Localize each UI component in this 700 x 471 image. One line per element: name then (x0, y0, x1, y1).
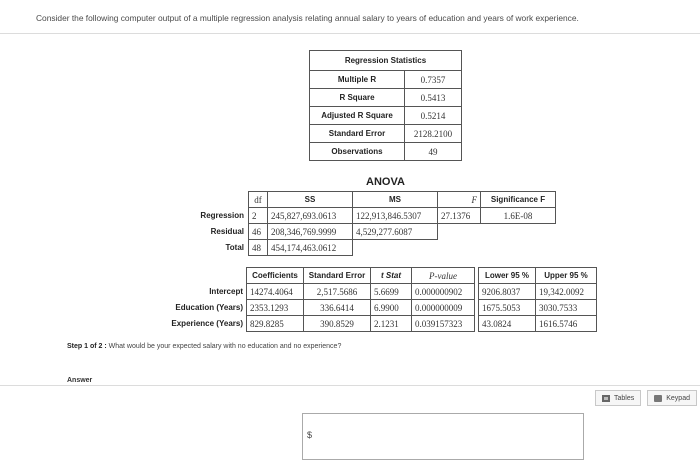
currency-prefix: $ (307, 430, 313, 440)
table-icon (602, 395, 610, 402)
keypad-button-label: Keypad (666, 394, 690, 402)
keypad-icon (654, 395, 662, 402)
table-row: Education (Years) 2353.1293 336.6414 6.9900 0.000000009 1675.5053 3030.7533 (158, 300, 597, 316)
tables-button-label: Tables (614, 394, 635, 402)
table-row: Standard Error 2128.2100 (310, 125, 462, 143)
table-row: Experience (Years) 829.8285 390.8529 2.1231 0.039157323 43.0824 1616.5746 (158, 316, 597, 332)
answer-toolbar (595, 390, 697, 406)
anova-title: ANOVA (366, 176, 405, 188)
keypad-button[interactable] (647, 390, 697, 406)
table-row: Regression 2 245,827,693.0613 122,913,846.5307 27.1376 1.6E-08 (196, 208, 556, 224)
table-row: Multiple R 0.7357 (310, 71, 462, 89)
table-row: Residual 46 208,346,769.9999 4,529,277.6087 (196, 224, 556, 240)
coefficients-table (158, 267, 597, 332)
step-question: What would be your expected salary with no education and no experience? (106, 343, 342, 350)
step-prompt (67, 343, 341, 350)
table-row: df SS MS F Significance F (196, 192, 556, 208)
table-row: Coefficients Standard Error t Stat P-value Lower 95 % Upper 95 % (158, 268, 597, 284)
table-row: R Square 0.5413 (310, 89, 462, 107)
regression-statistics-title: Regression Statistics (310, 51, 462, 71)
table-row: Total 48 454,174,463.0612 (196, 240, 556, 256)
table-row: Observations 49 (310, 143, 462, 161)
divider (0, 33, 700, 34)
anova-table (196, 191, 556, 256)
question-text: Consider the following computer output of a multiple regression analysis relating annual salary to years of education and years of work experience. (36, 13, 579, 23)
table-row: Intercept 14274.4064 2,517.5686 5.6699 0.000000902 9206.8037 19,342.0092 (158, 284, 597, 300)
answer-divider (0, 385, 700, 386)
step-label: Step 1 of 2 : (67, 343, 107, 350)
answer-label: Answer (67, 377, 93, 384)
answer-input[interactable] (302, 413, 584, 460)
regression-statistics-table (309, 50, 462, 161)
table-row: Adjusted R Square 0.5214 (310, 107, 462, 125)
tables-button[interactable] (595, 390, 641, 406)
